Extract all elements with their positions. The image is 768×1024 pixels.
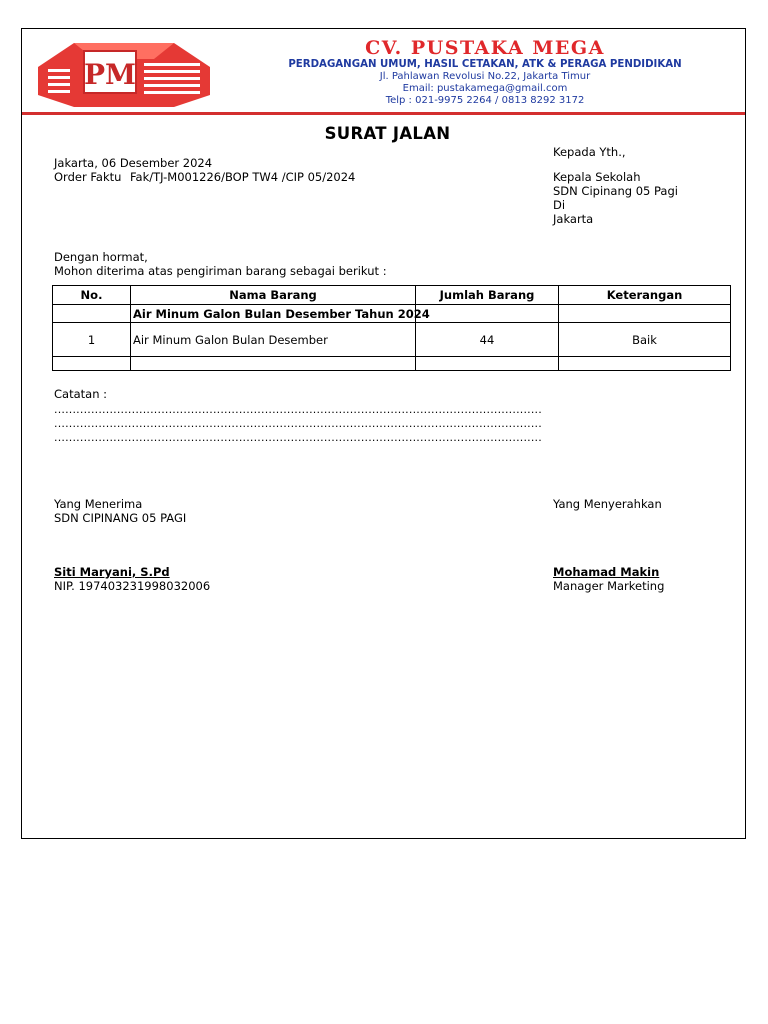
table-row	[53, 323, 731, 357]
letterhead	[22, 29, 745, 119]
company-email: Email: pustakamega@gmail.com	[402, 83, 568, 94]
receiver-nip: NIP. 197403231998032006	[54, 579, 211, 593]
notes-line-2: ....................................................................................................................................	[54, 417, 542, 430]
col-header-name: Nama Barang	[131, 286, 416, 305]
recipient-line-4: Jakarta	[553, 212, 594, 226]
logo-monogram: PM	[83, 58, 137, 91]
order-label: Order Faktu	[54, 170, 122, 184]
notes-line-1: ....................................................................................................................................	[54, 403, 542, 416]
recipient-line-3: Di	[553, 198, 566, 212]
cell-no: 1	[53, 323, 131, 357]
document-title: SURAT JALAN	[324, 124, 451, 143]
recipient-to: Kepada Yth.,	[553, 145, 626, 159]
items-table	[52, 285, 731, 371]
document-page	[21, 28, 746, 839]
table-subheading-row	[53, 305, 731, 323]
cell-note: Baik	[559, 323, 731, 357]
notes-line-3: ....................................................................................................................................	[54, 431, 542, 444]
table-header-row	[53, 286, 731, 305]
company-info	[235, 37, 735, 107]
letterhead-divider	[22, 112, 745, 115]
notes-label: Catatan :	[54, 387, 108, 401]
order-number: Fak/TJ-M001226/BOP TW4 /CIP 05/2024	[130, 170, 356, 184]
company-name: CV. PUSTAKA MEGA	[365, 37, 605, 59]
company-phone: Telp : 021-9975 2264 / 0813 8292 3172	[385, 95, 585, 106]
intro-text: Mohon diterima atas pengiriman barang sebagai berikut :	[54, 264, 387, 278]
date-line: Jakarta, 06 Desember 2024	[54, 156, 213, 170]
cell-name: Air Minum Galon Bulan Desember	[131, 323, 416, 357]
sender-title: Manager Marketing	[553, 579, 665, 593]
col-header-note: Keterangan	[559, 286, 731, 305]
cell-qty: 44	[416, 323, 559, 357]
company-address: Jl. Pahlawan Revolusi No.22, Jakarta Timur	[379, 71, 591, 82]
recipient-line-1: Kepala Sekolah	[553, 170, 641, 184]
receiver-name: Siti Maryani, S.Pd	[54, 565, 170, 579]
sender-name: Mohamad Makin	[553, 565, 660, 579]
table-row-empty	[53, 357, 731, 371]
company-logo	[34, 37, 214, 109]
company-tagline: PERDAGANGAN UMUM, HASIL CETAKAN, ATK & PERAGA PENDIDIKAN	[288, 59, 682, 70]
sender-label: Yang Menyerahkan	[553, 497, 662, 511]
greeting: Dengan hormat,	[54, 250, 148, 264]
col-header-qty: Jumlah Barang	[416, 286, 559, 305]
receiver-org: SDN CIPINANG 05 PAGI	[54, 511, 187, 525]
subheading-cell: Air Minum Galon Bulan Desember Tahun 2024	[131, 305, 416, 323]
recipient-line-2: SDN Cipinang 05 Pagi	[553, 184, 678, 198]
receiver-label: Yang Menerima	[54, 497, 143, 511]
col-header-no: No.	[53, 286, 131, 305]
